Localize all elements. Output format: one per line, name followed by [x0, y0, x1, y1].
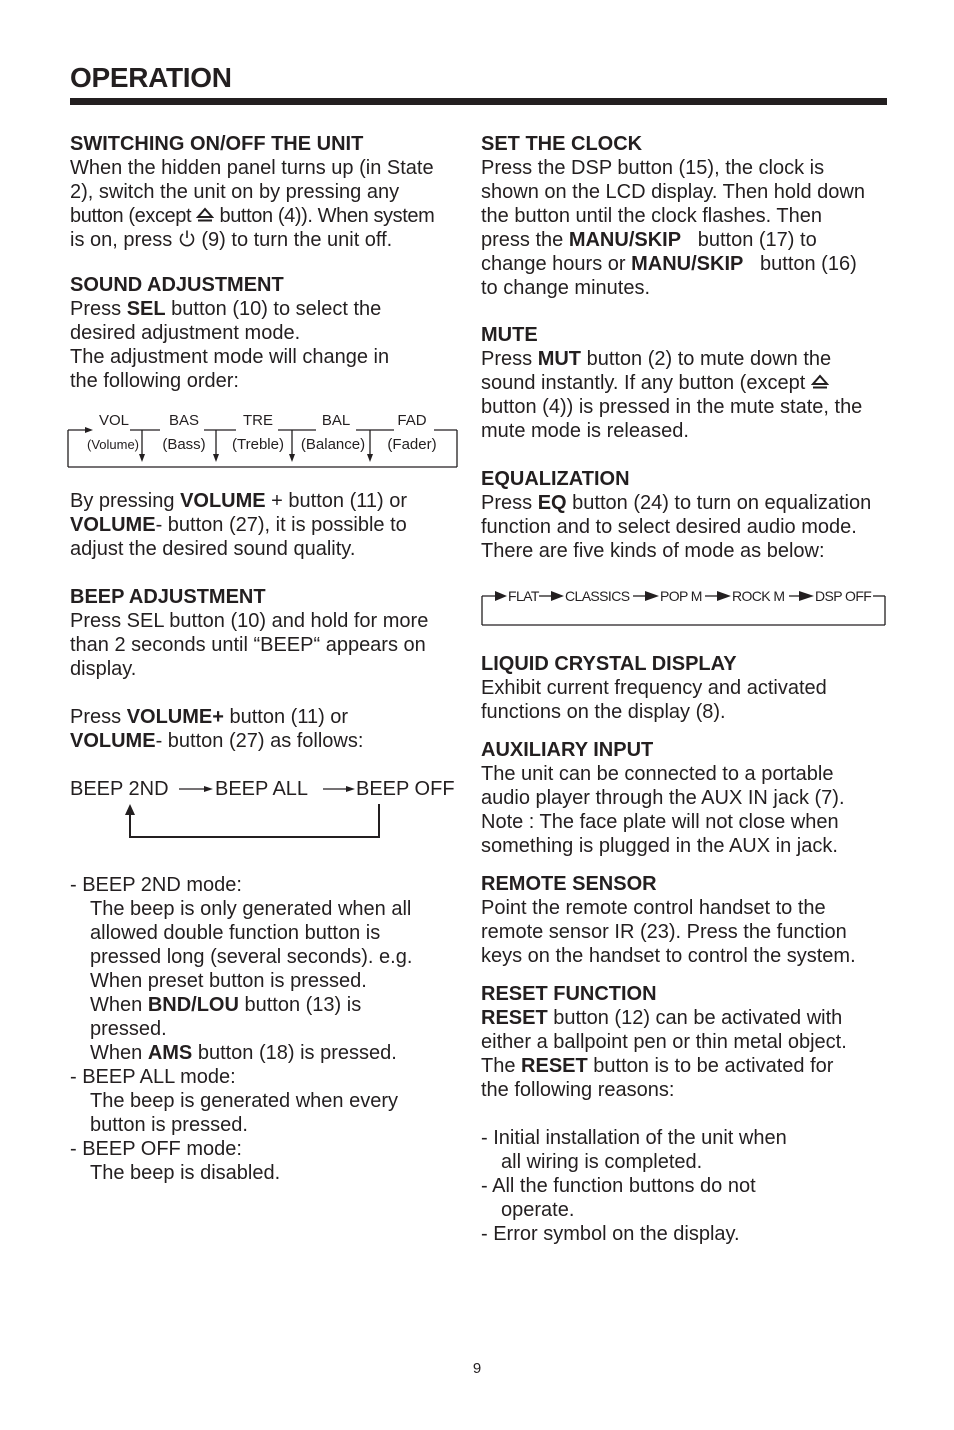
mode-fad-name: (Fader) — [387, 436, 437, 453]
beep-flow-arrows — [120, 780, 390, 842]
switching-line-4: is on, press (9) to turn the unit off. — [70, 229, 393, 251]
clock-line-6: to change minutes. — [481, 277, 650, 299]
beep-2nd-line-2: allowed double function button is — [90, 922, 381, 944]
beep-all-line-2: button is pressed. — [90, 1114, 248, 1136]
mute-line-1: Press MUT button (2) to mute down the — [481, 348, 832, 370]
mode-tre-name: (Treble) — [232, 436, 284, 453]
beep-flow-2nd: BEEP 2ND — [70, 778, 169, 800]
clock-line-2: shown on the LCD display. Then hold down — [481, 181, 865, 203]
mode-vol-label: VOL — [98, 412, 130, 429]
beep-line-4: Press VOLUME+ button (11) or — [70, 706, 349, 728]
reset-heading: RESET FUNCTION — [481, 983, 657, 1005]
switching-line-2: 2), switch the unit on by pressing any — [70, 181, 400, 203]
aux-line-4: something is plugged in the AUX in jack. — [481, 835, 838, 857]
lcd-heading: LIQUID CRYSTAL DISPLAY — [481, 653, 737, 675]
reset-reason-3: - Error symbol on the display. — [481, 1223, 740, 1245]
remote-line-2: remote sensor IR (23). Press the function — [481, 921, 847, 943]
eq-mode-flat: FLAT — [508, 588, 539, 604]
beep-line-5: VOLUME- button (27) as follows: — [70, 730, 364, 752]
eject-icon — [196, 207, 214, 223]
beep-flow-off: BEEP OFF — [356, 778, 455, 800]
beep-flow-all: BEEP ALL — [215, 778, 309, 800]
eq-mode-rock: ROCK M — [732, 588, 785, 604]
mode-tre-label: TRE — [243, 412, 273, 429]
beep-2nd-line-3: pressed long (several seconds). e.g. — [90, 946, 413, 968]
mode-fad-label: FAD — [397, 412, 427, 429]
eq-mode-diagram — [479, 584, 889, 630]
aux-line-2: audio player through the AUX IN jack (7). — [481, 787, 845, 809]
beep-off-line-1: The beep is disabled. — [90, 1162, 281, 1184]
mute-line-3: button (4)) is pressed in the mute state, the — [481, 396, 863, 418]
mode-bas-name: (Bass) — [162, 436, 206, 453]
page-title: OPERATION — [70, 62, 232, 93]
aux-line-3: Note : The face plate will not close when — [481, 811, 839, 833]
switching-line-1: When the hidden panel turns up (in State — [70, 157, 434, 179]
switching-heading: SWITCHING ON/OFF THE UNIT — [70, 133, 364, 155]
eject-icon — [811, 374, 829, 390]
eq-line-1: Press EQ button (24) to turn on equalization — [481, 492, 872, 514]
reset-reason-1a: - Initial installation of the unit when — [481, 1127, 787, 1149]
beep-off-head: - BEEP OFF mode: — [70, 1138, 242, 1160]
eq-heading: EQUALIZATION — [481, 468, 630, 490]
beep-2nd-line-6: pressed. — [90, 1018, 167, 1040]
beep-all-head: - BEEP ALL mode: — [70, 1066, 236, 1088]
aux-line-1: The unit can be connected to a portable — [481, 763, 834, 785]
sound-line-3: The adjustment mode will change in — [70, 346, 390, 368]
title-rule — [70, 98, 887, 105]
sound-line-4: the following order: — [70, 370, 239, 392]
beep-heading: BEEP ADJUSTMENT — [70, 586, 266, 608]
clock-line-1: Press the DSP button (15), the clock is — [481, 157, 825, 179]
mode-vol-name: (Volume) — [86, 437, 140, 452]
clock-line-4: press the MANU/SKIP button (17) to — [481, 229, 817, 251]
sound-line-1: Press SEL button (10) to select the — [70, 298, 382, 320]
sound-heading: SOUND ADJUSTMENT — [70, 274, 284, 296]
eq-mode-pop: POP M — [660, 588, 702, 604]
switching-line-3: button (except button (4)). When system — [70, 205, 435, 227]
reset-line-2: either a ballpoint pen or thin metal object. — [481, 1031, 847, 1053]
reset-line-1: RESET button (12) can be activated with — [481, 1007, 843, 1029]
beep-2nd-line-1: The beep is only generated when all — [90, 898, 412, 920]
beep-line-3: display. — [70, 658, 137, 680]
sound-para2-line-2: VOLUME- button (27), it is possible to — [70, 514, 407, 536]
reset-line-4: the following reasons: — [481, 1079, 675, 1101]
beep-line-1: Press SEL button (10) and hold for more — [70, 610, 429, 632]
mode-bas-label: BAS — [168, 412, 200, 429]
eq-mode-classics: CLASSICS — [565, 588, 630, 604]
reset-reason-2b: operate. — [501, 1199, 575, 1221]
eq-mode-dsp-off: DSP OFF — [815, 588, 872, 604]
mode-bal-label: BAL — [321, 412, 351, 429]
eq-line-2: function and to select desired audio mode. — [481, 516, 857, 538]
beep-2nd-line-4: When preset button is pressed. — [90, 970, 367, 992]
beep-2nd-head: - BEEP 2ND mode: — [70, 874, 242, 896]
mute-heading: MUTE — [481, 324, 538, 346]
power-icon — [178, 229, 196, 247]
mute-line-2: sound instantly. If any button (except — [481, 371, 829, 395]
clock-line-3: the button until the clock flashes. Then — [481, 205, 822, 227]
reset-reason-1b: all wiring is completed. — [501, 1151, 703, 1173]
beep-line-2: than 2 seconds until “BEEP“ appears on — [70, 634, 426, 656]
mode-bal-name: (Balance) — [300, 436, 366, 453]
remote-line-3: keys on the handset to control the system. — [481, 945, 856, 967]
page-number: 9 — [472, 1360, 482, 1377]
lcd-line-2: functions on the display (8). — [481, 701, 726, 723]
remote-line-1: Point the remote control handset to the — [481, 897, 826, 919]
reset-line-3: The RESET button is to be activated for — [481, 1055, 834, 1077]
lcd-line-1: Exhibit current frequency and activated — [481, 677, 827, 699]
clock-line-5: change hours or MANU/SKIP button (16) — [481, 253, 857, 275]
sound-line-2: desired adjustment mode. — [70, 322, 301, 344]
clock-heading: SET THE CLOCK — [481, 133, 643, 155]
eq-line-3: There are five kinds of mode as below: — [481, 540, 825, 562]
beep-2nd-line-7: When AMS button (18) is pressed. — [90, 1042, 397, 1064]
sound-para2-line-1: By pressing VOLUME + button (11) or — [70, 490, 408, 512]
aux-heading: AUXILIARY INPUT — [481, 739, 654, 761]
beep-all-line-1: The beep is generated when every — [90, 1090, 398, 1112]
reset-reason-2a: - All the function buttons do not — [481, 1175, 756, 1197]
remote-heading: REMOTE SENSOR — [481, 873, 657, 895]
sound-para2-line-3: adjust the desired sound quality. — [70, 538, 356, 560]
mute-line-4: mute mode is released. — [481, 420, 689, 442]
beep-2nd-line-5: When BND/LOU button (13) is — [90, 994, 362, 1016]
sound-mode-diagram — [66, 406, 460, 470]
